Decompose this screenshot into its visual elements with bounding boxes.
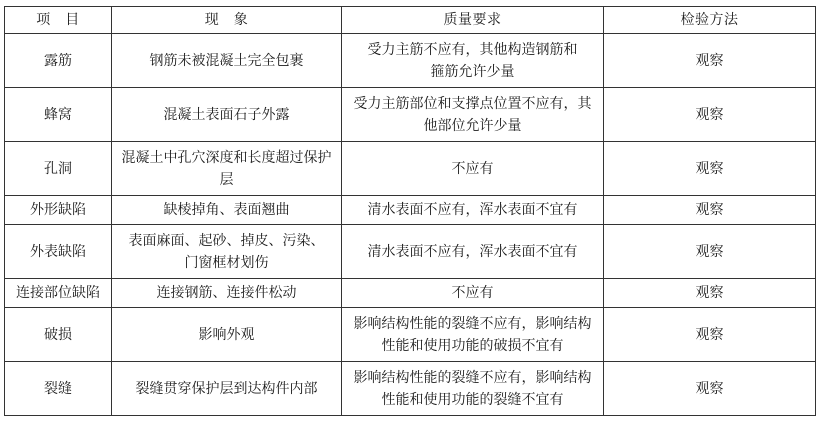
- table-row: [5, 362, 816, 416]
- table-row: [5, 34, 816, 88]
- cell-method: 观察: [604, 225, 816, 279]
- cell-phenomenon: 影响外观: [112, 308, 342, 362]
- cell-requirement: 清水表面不应有，浑水表面不宜有: [342, 196, 604, 225]
- cell-phenomenon: 混凝土中孔穴深度和长度超过保护层: [112, 142, 342, 196]
- cell-phenomenon: 表面麻面、起砂、掉皮、污染、门窗框材划伤: [112, 225, 342, 279]
- cell-requirement: 受力主筋部位和支撑点位置不应有，其他部位允许少量: [342, 88, 604, 142]
- cell-requirement: 不应有: [342, 279, 604, 308]
- header-method: 检验方法: [604, 7, 816, 34]
- table-row: [5, 225, 816, 279]
- cell-item: 外形缺陷: [5, 196, 112, 225]
- header-phenomenon: 现 象: [112, 7, 342, 34]
- cell-method: 观察: [604, 88, 816, 142]
- cell-item: 破损: [5, 308, 112, 362]
- table-row: [5, 88, 816, 142]
- cell-phenomenon: 混凝土表面石子外露: [112, 88, 342, 142]
- header-requirement: 质量要求: [342, 7, 604, 34]
- cell-method: 观察: [604, 142, 816, 196]
- table-row: [5, 142, 816, 196]
- table-row: [5, 279, 816, 308]
- cell-method: 观察: [604, 279, 816, 308]
- cell-requirement: 受力主筋不应有，其他构造钢筋和箍筋允许少量: [342, 34, 604, 88]
- table-header-row: [5, 7, 816, 34]
- cell-requirement: 不应有: [342, 142, 604, 196]
- cell-phenomenon: 缺棱掉角、表面翘曲: [112, 196, 342, 225]
- cell-phenomenon: 钢筋未被混凝土完全包裹: [112, 34, 342, 88]
- cell-method: 观察: [604, 308, 816, 362]
- cell-requirement: 影响结构性能的裂缝不应有，影响结构性能和使用功能的破损不宜有: [342, 308, 604, 362]
- cell-method: 观察: [604, 362, 816, 416]
- cell-requirement: 影响结构性能的裂缝不应有，影响结构性能和使用功能的裂缝不宜有: [342, 362, 604, 416]
- header-item: 项 目: [5, 7, 112, 34]
- cell-item: 露筋: [5, 34, 112, 88]
- cell-method: 观察: [604, 196, 816, 225]
- cell-item: 裂缝: [5, 362, 112, 416]
- quality-inspection-table: [4, 6, 816, 416]
- table-row: [5, 196, 816, 225]
- cell-item: 连接部位缺陷: [5, 279, 112, 308]
- cell-phenomenon: 连接钢筋、连接件松动: [112, 279, 342, 308]
- table-row: [5, 308, 816, 362]
- cell-item: 蜂窝: [5, 88, 112, 142]
- cell-phenomenon: 裂缝贯穿保护层到达构件内部: [112, 362, 342, 416]
- cell-requirement: 清水表面不应有，浑水表面不宜有: [342, 225, 604, 279]
- cell-method: 观察: [604, 34, 816, 88]
- cell-item: 孔洞: [5, 142, 112, 196]
- cell-item: 外表缺陷: [5, 225, 112, 279]
